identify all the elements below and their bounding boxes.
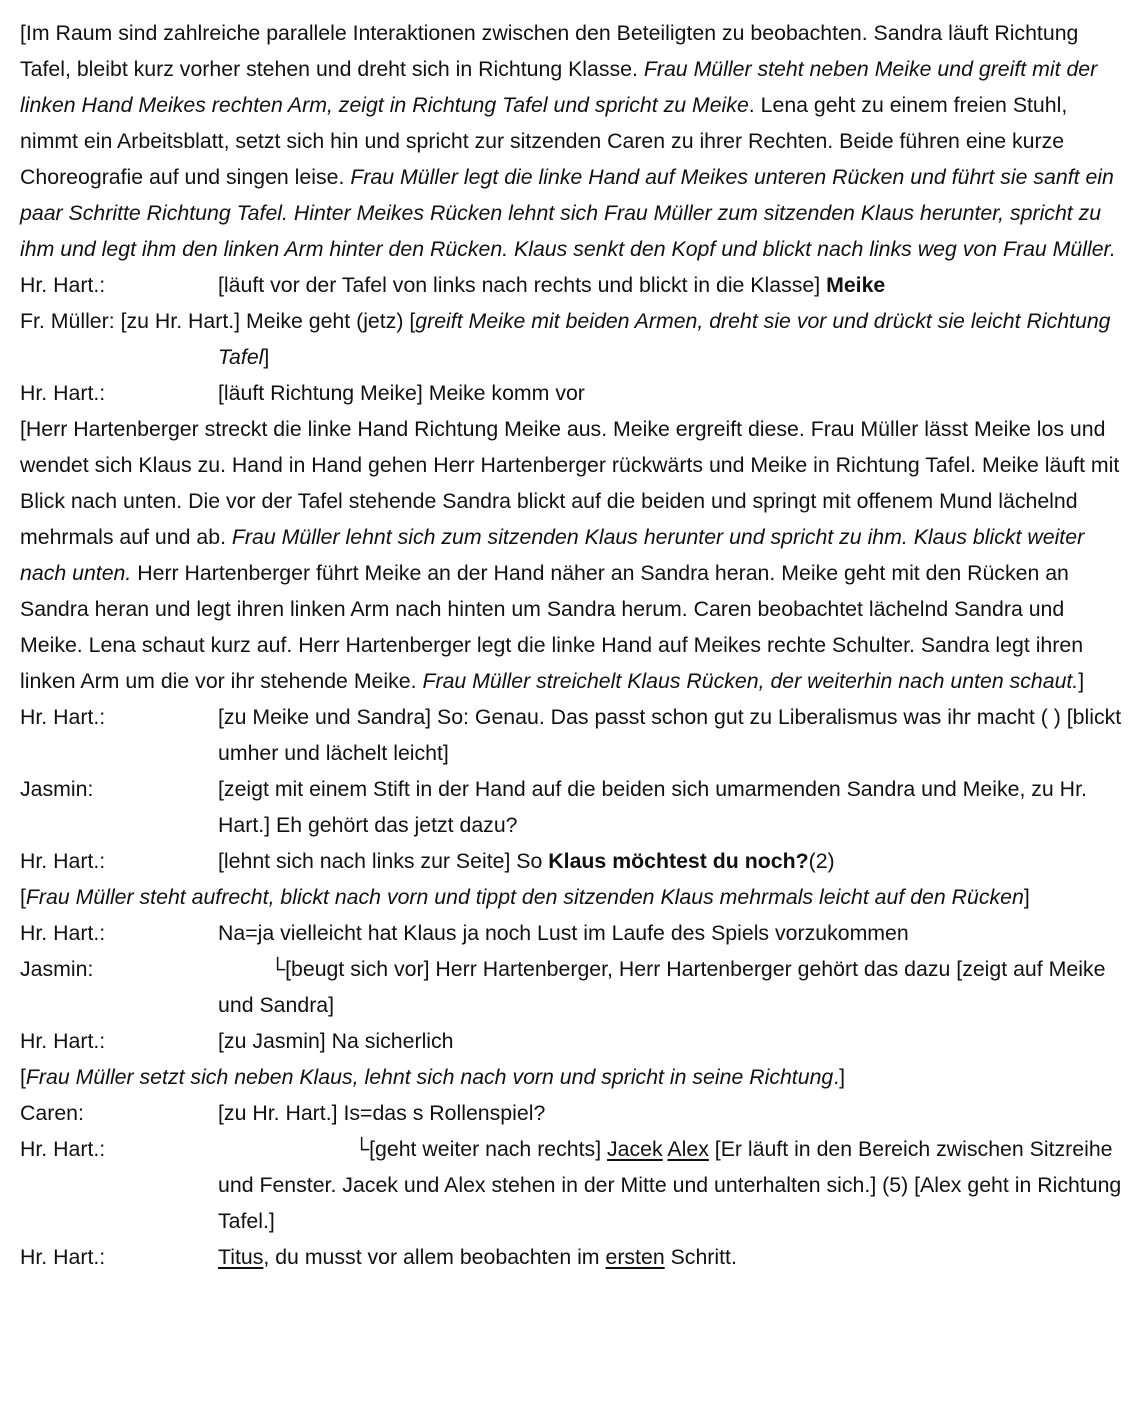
utterance-text: [zu Hr. Hart.] Meike geht (jetz) [ [120,309,416,333]
utterance-text: Schritt. [664,1245,737,1269]
utterance [218,1131,1130,1239]
speaker-label: Fr. Müller: [20,309,121,333]
transcript-turn [20,951,1130,1023]
scene-description-4 [20,1059,1130,1095]
utterance: [zu Jasmin] Na sicherlich [218,1029,454,1053]
speaker-label: Hr. Hart.: [20,705,106,729]
transcript-turn [20,1095,1130,1131]
utterance-text: ] [263,345,270,369]
description-text: .] [833,1065,846,1089]
description-italic-text: Frau Müller lehnt sich zum sitzenden Klaus herunter und spricht zu ihm. Klaus blickt weiter nach unten. [20,525,1085,585]
speaker-label: Hr. Hart.: [20,1029,106,1053]
transcript-turn [20,915,1130,951]
transcript-turn [20,1131,1130,1239]
description-italic-text: Frau Müller steht neben Meike und greift mit der linken Hand Meikes rechten Arm, zeigt in Richtung Tafel und spricht zu Meike [20,57,1098,117]
utterance: [zu Hr. Hart.] Is=das s Rollenspiel? [218,1101,546,1125]
overlap-utterance-text: └[geht weiter nach rechts] [354,1137,608,1161]
transcript-turn [20,1023,1130,1059]
speaker-label: Hr. Hart.: [20,1137,106,1161]
utterance: [zu Meike und Sandra] So: Genau. Das passt schon gut zu Liberalismus was ihr macht ( ) [blickt umher und lächelt leicht] [218,705,1122,765]
scene-description-2 [20,411,1130,699]
description-italic-text: Frau Müller setzt sich neben Klaus, lehnt sich nach vorn und spricht in seine Richtung [25,1065,834,1089]
speaker-label: Hr. Hart.: [20,1245,106,1269]
speaker-label: Jasmin: [20,957,94,981]
utterance [218,843,1130,879]
transcript-turn [20,303,1130,375]
utterance: Na=ja vielleicht hat Klaus ja noch Lust im Laufe des Spiels vorzukommen [218,921,909,945]
speaker-label: Hr. Hart.: [20,273,106,297]
transcript-turn [20,267,1130,303]
utterance-text: , du musst vor allem beobachten im [263,1245,606,1269]
speaker-label: Jasmin: [20,777,94,801]
utterance-italic-text: greift Meike mit beiden Armen, dreht sie vor und drückt sie leicht Richtung Tafel [218,309,1111,369]
description-text: [Im Raum sind zahlreiche parallele Interaktionen zwischen den Beteiligten zu beobachten. Sandra läuft Richtung Tafel, bleibt kurz vorher stehen und dreht sich in Richtung Klasse. [20,21,1079,81]
description-text: [ [20,885,26,909]
underlined-name: Jacek [607,1137,663,1161]
utterance-text: [lehnt sich nach links zur Seite] So [218,849,549,873]
utterance: [zeigt mit einem Stift in der Hand auf die beiden sich umarmenden Sandra und Meike, zu Hr. Hart.] Eh gehört das jetzt dazu? [218,777,1087,837]
speaker-label: Hr. Hart.: [20,921,106,945]
transcript-turn [20,699,1130,771]
utterance [218,1239,1130,1275]
underlined-name: Alex [667,1137,709,1161]
utterance [218,951,1130,1023]
description-italic-text: Frau Müller steht aufrecht, blickt nach vorn und tippt den sitzenden Klaus mehrmals leicht auf den Rücken [25,885,1024,909]
utterance-text: [Er läuft in den Bereich zwischen Sitzreihe und Fenster. Jacek und Alex stehen in der Mitte und unterhalten sich.] (5) [Alex geht in Richtung Tafel.] [218,1137,1122,1233]
scene-description-3 [20,879,1130,915]
description-text: [Herr Hartenberger streckt die linke Hand Richtung Meike aus. Meike ergreift diese. Frau Müller lässt Meike los und wendet sich Klaus zu. Hand in Hand gehen Herr Hartenberger rückwärts und Meike in Richtung Tafel. Meike läuft mit Blick nach unten. Die vor der Tafel stehende Sandra blickt auf die beiden und springt mit offenem Mund lächelnd mehrmals auf und ab. [20,417,1120,549]
description-italic-text: Frau Müller streichelt Klaus Rücken, der weiterhin nach unten schaut. [422,669,1079,693]
underlined-name: Titus [218,1245,264,1269]
utterance [218,267,1130,303]
description-text: ] [1078,669,1085,693]
scene-description-1 [20,15,1130,267]
transcript-turn [20,1239,1130,1275]
transcript-turn [20,375,1130,411]
description-text: . Lena geht zu einem freien Stuhl, nimmt ein Arbeitsblatt, setzt sich hin und spricht zur sitzenden Caren zu ihrer Rechten. Beide führen eine kurze Choreografie auf und singen leise. [20,93,1068,189]
overlap-utterance-text: └[beugt sich vor] Herr Hartenberger, Herr Hartenberger gehört das dazu [zeigt auf Meike und Sandra] [218,957,1106,1017]
utterance: [läuft Richtung Meike] Meike komm vor [218,381,585,405]
utterance-text: (2) [808,849,835,873]
transcript-document [20,15,1130,1275]
underlined-word: ersten [605,1245,665,1269]
utterance-bold-text: Klaus möchtest du noch? [548,849,809,873]
speaker-label: Hr. Hart.: [20,849,106,873]
description-text: ] [1023,885,1030,909]
utterance-text: [läuft vor der Tafel von links nach rechts und blickt in die Klasse] [218,273,827,297]
transcript-turn [20,771,1130,843]
transcript-turn [20,843,1130,879]
description-italic-text: Frau Müller legt die linke Hand auf Meikes unteren Rücken und führt sie sanft ein paar Schritte Richtung Tafel. Hinter Meikes Rücken lehnt sich Frau Müller zum sitzenden Klaus herunter, spricht zu ihm und legt ihm den linken Arm hinter den Rücken. Klaus senkt den Kopf und blickt nach links weg von Frau Müller. [20,165,1116,261]
description-text: Herr Hartenberger führt Meike an der Hand näher an Sandra heran. Meike geht mit den Rücken an Sandra heran und legt ihren linken Arm nach hinten um Sandra herum. Caren beobachtet lächelnd Sandra und Meike. Lena schaut kurz auf. Herr Hartenberger legt die linke Hand auf Meikes rechte Schulter. Sandra legt ihren linken Arm um die vor ihr stehende Meike. [20,561,1084,693]
utterance-bold-text: Meike [826,273,886,297]
speaker-label: Hr. Hart.: [20,381,106,405]
description-text: [ [20,1065,26,1089]
speaker-label: Caren: [20,1101,84,1125]
